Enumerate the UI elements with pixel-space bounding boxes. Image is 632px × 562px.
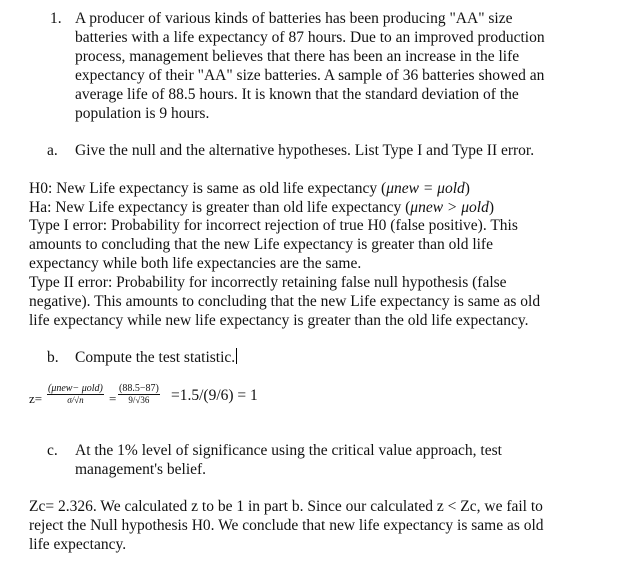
- part-c-marker: c.: [47, 442, 58, 459]
- h0-math: μnew = μold: [386, 180, 465, 197]
- z-result: =1.5/(9/6) = 1: [171, 387, 258, 404]
- h0-text: H0: New Life expectancy is same as old life expectancy (: [29, 180, 387, 197]
- part-c-question-line: At the 1% level of significance using the critical value approach, test: [75, 442, 502, 459]
- ha-line: [29, 198, 494, 217]
- ha-math: μnew > μold: [410, 199, 489, 216]
- part-a-question: Give the null and the alternative hypotheses. List Type I and Type II error.: [75, 142, 535, 159]
- text-cursor: [236, 348, 237, 364]
- question-line: process, management believes that there has been an increase in the life: [75, 48, 520, 65]
- conclusion-line: life expectancy.: [29, 536, 127, 553]
- conclusion-line: Zc= 2.326. We calculated z to be 1 in part b. Since our calculated z < Zc, we fail to: [29, 498, 543, 515]
- question-line: batteries with a life expectancy of 87 hours. Due to an improved production: [75, 29, 545, 46]
- type-i-line: Type I error: Probability for incorrect rejection of true H0 (false positive). This: [29, 217, 518, 234]
- formula-denominator: σ/√n: [67, 395, 84, 405]
- conclusion-line: reject the Null hypothesis H0. We conclude that new life expectancy is same as old: [29, 517, 544, 534]
- question-line: population is 9 hours.: [75, 105, 210, 122]
- equals-sign: =: [109, 391, 117, 406]
- part-b-question-text: Compute the test statistic.: [75, 349, 236, 366]
- part-b-marker: b.: [47, 349, 59, 366]
- type-ii-line: Type II error: Probability for incorrectly retaining false null hypothesis (false: [29, 274, 507, 291]
- part-a-marker: a.: [47, 142, 58, 159]
- ha-close: ): [488, 199, 495, 216]
- question-line: A producer of various kinds of batteries has been producing "AA" size: [75, 10, 513, 27]
- type-i-line: amounts to concluding that the new Life expectancy is greater than old life: [29, 236, 493, 253]
- type-ii-line: life expectancy while new life expectancy is greater than the old life expectancy.: [29, 312, 529, 329]
- h0-close: ): [464, 180, 470, 197]
- question-number: 1.: [50, 10, 62, 27]
- ha-text: Ha: New Life expectancy is greater than old life expectancy (: [29, 199, 411, 216]
- numeric-denominator: 9/√36: [128, 395, 150, 405]
- type-ii-line: negative). This amounts to concluding that the new Life expectancy is same as old: [29, 293, 541, 310]
- type-i-line: expectancy while both life expectancies are the same.: [29, 255, 362, 272]
- part-b-question[interactable]: [75, 348, 237, 367]
- h0-line: [29, 179, 470, 198]
- part-c-question-line: management's belief.: [75, 461, 207, 478]
- numeric-numerator: (88.5−87): [119, 383, 159, 394]
- z-prefix: z=: [29, 391, 43, 406]
- formula-fraction: [47, 383, 104, 406]
- question-line: expectancy of their "AA" size batteries. A sample of 36 batteries showed an: [75, 67, 545, 84]
- numeric-fraction: [118, 383, 160, 406]
- formula-numerator: (μnew− μold): [48, 383, 103, 394]
- question-line: average life of 88.5 hours. It is known that the standard deviation of the: [75, 86, 519, 103]
